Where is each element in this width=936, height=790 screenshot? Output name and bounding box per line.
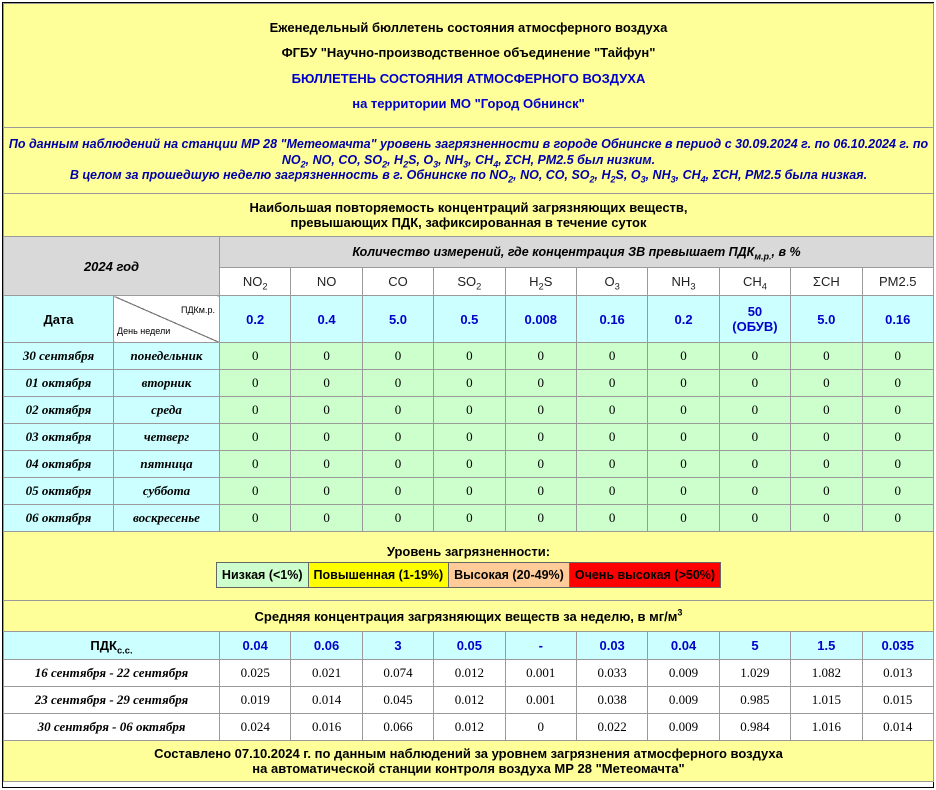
- average-value: 0.012: [434, 660, 505, 687]
- row-weekday: четверг: [114, 424, 220, 451]
- legend-item-0: Низкая (<1%): [217, 563, 309, 587]
- exceedance-value: 0: [791, 343, 862, 370]
- average-value: 0.001: [505, 660, 576, 687]
- row-weekday: среда: [114, 397, 220, 424]
- exceedance-value: 0: [648, 343, 719, 370]
- exceedance-value: 0: [362, 397, 433, 424]
- pdk-number: 5.0: [817, 311, 836, 327]
- exceedance-value: 0: [791, 397, 862, 424]
- date-column-label: Дата: [4, 296, 114, 343]
- pollutant-header-2: [362, 268, 433, 296]
- average-pdk-value: 0.06: [291, 632, 362, 660]
- pdk-value-6: [648, 296, 719, 343]
- exceedance-value: 0: [791, 424, 862, 451]
- exceedance-value: 0: [862, 424, 933, 451]
- pollutant-base: H: [529, 274, 539, 289]
- row-date: 30 сентября: [4, 343, 114, 370]
- row-date: 02 октября: [4, 397, 114, 424]
- exceedance-value: 0: [719, 397, 790, 424]
- exceedance-value: 0: [505, 505, 576, 532]
- exceedance-value: 0: [505, 478, 576, 505]
- average-value: 0.015: [862, 687, 933, 714]
- average-value: 1.016: [791, 714, 862, 741]
- bulletin-table: [3, 3, 934, 782]
- summary-paragraph-2: В целом за прошедшую неделю загрязненность в г. Обнинске по $NO_2$, NO, CO, $SO_2$, $H_2S$, $O_3$, $NH_3$, $CH_4$, ΣCH, PM2.5 была низкая.: [69, 168, 868, 185]
- row-date: 05 октября: [4, 478, 114, 505]
- table-row: [4, 660, 934, 687]
- table-row: [4, 370, 934, 397]
- row-weekday: воскресенье: [114, 505, 220, 532]
- exceedance-value: 0: [434, 343, 505, 370]
- summary-text: [4, 128, 934, 194]
- exceedance-value: 0: [862, 370, 933, 397]
- exceedance-value: 0: [862, 397, 933, 424]
- pollutant-subscript: 4: [761, 281, 767, 292]
- average-value: 0.001: [505, 687, 576, 714]
- exceedance-value: 0: [505, 397, 576, 424]
- average-value: 0.019: [220, 687, 291, 714]
- exceedance-value: 0: [291, 505, 362, 532]
- average-value: 1.015: [791, 687, 862, 714]
- average-pdk-value: -: [505, 632, 576, 660]
- pollutant-base: CH: [742, 274, 762, 289]
- exceedance-value: 0: [576, 478, 647, 505]
- row-date: 01 октября: [4, 370, 114, 397]
- exceedance-value: 0: [576, 370, 647, 397]
- exceedance-value: 0: [648, 451, 719, 478]
- pdk-label: ПДКм.р.: [180, 305, 215, 315]
- exceedance-value: 0: [719, 424, 790, 451]
- section-title-average: Средняя концентрация загрязняющих веществ за неделю, в $мг/м^3$: [4, 601, 934, 632]
- organization-name: ФГБУ "Научно-производственное объединение "Тайфун": [281, 45, 656, 60]
- table-row: [4, 687, 934, 714]
- pollutant-base: ΣCH: [812, 274, 840, 289]
- pollutant-base: NO: [316, 274, 337, 289]
- pollutant-header-3: [434, 268, 505, 296]
- pdk-number: 50: [747, 304, 763, 319]
- pdk-row: [4, 296, 934, 343]
- average-period: 23 сентября - 29 сентября: [4, 687, 220, 714]
- exceedance-value: 0: [791, 505, 862, 532]
- pdk-value-2: [362, 296, 433, 343]
- exceedance-value: 0: [576, 424, 647, 451]
- pollutant-header-0: [220, 268, 291, 296]
- average-value: 0.033: [576, 660, 647, 687]
- pdk-value-0: [220, 296, 291, 343]
- table-row: [4, 424, 934, 451]
- exceedance-value: 0: [648, 370, 719, 397]
- exceedance-value: 0: [719, 505, 790, 532]
- average-pdk-value: 1.5: [791, 632, 862, 660]
- exceedance-value: 0: [220, 424, 291, 451]
- average-value: 0.012: [434, 714, 505, 741]
- average-pdk-value: 0.04: [220, 632, 291, 660]
- pollutant-header-5: [576, 268, 647, 296]
- bulletin: [2, 2, 934, 788]
- exceedance-value: 0: [220, 505, 291, 532]
- exceedance-value: 0: [220, 397, 291, 424]
- exceedance-value: 0: [719, 451, 790, 478]
- table-row: [4, 343, 934, 370]
- exceedance-value: 0: [362, 343, 433, 370]
- footer-note: Составлено 07.10.2024 г. по данным наблюдений за уровнем загрязнения атмосферного воздуха на автоматической станции контроля воздуха МР 28 "Метеомачта": [4, 741, 934, 782]
- exceedance-value: 0: [362, 370, 433, 397]
- average-pdk-label: $ПДК_{с.с.}$: [4, 632, 220, 660]
- exceedance-value: 0: [576, 343, 647, 370]
- average-value: 0.022: [576, 714, 647, 741]
- legend-item-2: Высокая (20-49%): [449, 563, 570, 587]
- exceedance-value: 0: [362, 451, 433, 478]
- pdk-value-8: [791, 296, 862, 343]
- average-value: 0.014: [291, 687, 362, 714]
- pollutant-subscript: 3: [614, 281, 620, 292]
- average-period: 30 сентября - 06 октября: [4, 714, 220, 741]
- exceedance-value: 0: [291, 343, 362, 370]
- exceedance-value: 0: [362, 478, 433, 505]
- pollutant-list: $NO_2$, NO, CO, $SO_2$, $H_2S$, $O_3$, $NH_3$, $CH_4$, ΣCH, PM2.5: [281, 152, 574, 170]
- exceedance-value: 0: [648, 505, 719, 532]
- average-value: 0.012: [434, 687, 505, 714]
- exceedance-value: 0: [791, 451, 862, 478]
- pdk-number: 5.0: [388, 311, 408, 327]
- exceedance-value: 0: [291, 370, 362, 397]
- year-label: 2024 год: [4, 237, 220, 296]
- pdk-number: 0.16: [599, 311, 625, 327]
- average-value: 0.025: [220, 660, 291, 687]
- table-row: [4, 714, 934, 741]
- exceedance-value: 0: [862, 478, 933, 505]
- section-title-exceedance: Наибольшая повторяемость концентраций загрязняющих веществ, превышающих ПДК, зафиксированная в течение суток: [4, 194, 934, 237]
- exceedance-value: 0: [862, 343, 933, 370]
- exceedance-value: 0: [434, 397, 505, 424]
- exceedance-value: 0: [220, 370, 291, 397]
- average-value: 0.016: [291, 714, 362, 741]
- exceedance-value: 0: [291, 397, 362, 424]
- average-value: 0.013: [862, 660, 933, 687]
- pollutant-header-7: [719, 268, 790, 296]
- average-pdk-row: [4, 632, 934, 660]
- exceedance-value: 0: [291, 424, 362, 451]
- exceedance-value: 0: [719, 343, 790, 370]
- pdk-value-1: [291, 296, 362, 343]
- exceedance-value: 0: [862, 451, 933, 478]
- row-date: 03 октября: [4, 424, 114, 451]
- diagonal-header-cell: [114, 296, 220, 343]
- pdk-number: 0.2: [246, 311, 265, 327]
- legend-item-3: Очень высокая (>50%): [570, 563, 720, 587]
- daily-rows: [4, 343, 934, 532]
- pdk-number: 0.5: [460, 311, 479, 327]
- bulletin-heading: БЮЛЛЕТЕНЬ СОСТОЯНИЯ АТМОСФЕРНОГО ВОЗДУХА: [291, 70, 646, 86]
- exceedance-value: 0: [862, 505, 933, 532]
- pollution-level-legend: [4, 532, 934, 601]
- pollutant-list: $NO_2$, NO, CO, $SO_2$, $H_2S$, $O_3$, $NH_3$, $CH_4$, ΣCH, PM2.5: [489, 168, 782, 185]
- measurement-count-label: Количество измерений, где концентрация ЗВ превышает $ПДК_{м.р.}$, в %: [220, 237, 934, 268]
- average-value: 1.029: [719, 660, 790, 687]
- exceedance-value: 0: [434, 505, 505, 532]
- pdk-value-9: [862, 296, 933, 343]
- table-row: [4, 451, 934, 478]
- pdk-number: 0.008: [524, 311, 558, 327]
- exceedance-value: 0: [220, 451, 291, 478]
- pollutant-header-4: [505, 268, 576, 296]
- average-value: 1.082: [791, 660, 862, 687]
- average-pdk-value: 3: [362, 632, 433, 660]
- average-value: 0.009: [648, 660, 719, 687]
- pdk-value-4: [505, 296, 576, 343]
- exceedance-value: 0: [362, 424, 433, 451]
- pollutant-base: NH: [671, 274, 691, 289]
- exceedance-value: 0: [648, 397, 719, 424]
- average-value: 0.066: [362, 714, 433, 741]
- pollutant-tail: S: [543, 274, 553, 289]
- average-pdk-value: 0.04: [648, 632, 719, 660]
- exceedance-value: 0: [434, 478, 505, 505]
- exceedance-value: 0: [719, 370, 790, 397]
- exceedance-value: 0: [291, 451, 362, 478]
- exceedance-value: 0: [505, 451, 576, 478]
- weekday-label: День недели: [117, 326, 171, 336]
- row-weekday: понедельник: [114, 343, 220, 370]
- pdk-value-5: [576, 296, 647, 343]
- average-value: 0.038: [576, 687, 647, 714]
- average-pdk-value: 5: [719, 632, 790, 660]
- pdk-number: 0.4: [317, 311, 336, 327]
- row-date: 06 октября: [4, 505, 114, 532]
- average-value: 0.014: [862, 714, 933, 741]
- pdk-value-7: [719, 296, 790, 343]
- pollutant-header-8: [791, 268, 862, 296]
- pollutant-subscript: 2: [476, 281, 482, 292]
- pollutant-base: PM2.5: [878, 274, 917, 289]
- exceedance-value: 0: [576, 451, 647, 478]
- exceedance-value: 0: [791, 370, 862, 397]
- exceedance-value: 0: [648, 424, 719, 451]
- pollutant-base: SO: [457, 274, 477, 289]
- table-row: [4, 397, 934, 424]
- average-value: 0.009: [648, 714, 719, 741]
- exceedance-value: 0: [434, 370, 505, 397]
- pollutant-base: CO: [388, 274, 408, 289]
- average-value: 0.984: [719, 714, 790, 741]
- average-pdk-value: 0.035: [862, 632, 933, 660]
- exceedance-value: 0: [719, 478, 790, 505]
- average-period: 16 сентября - 22 сентября: [4, 660, 220, 687]
- bulletin-header: [4, 4, 934, 128]
- exceedance-value: 0: [220, 478, 291, 505]
- pdk-number: 0.16: [885, 311, 911, 327]
- row-weekday: вторник: [114, 370, 220, 397]
- average-value: 0.074: [362, 660, 433, 687]
- pollutant-subscript: 2: [538, 281, 544, 292]
- pollutant-base: NO: [242, 274, 263, 289]
- pollutant-header-9: [862, 268, 933, 296]
- exceedance-value: 0: [505, 424, 576, 451]
- average-value: 0: [505, 714, 576, 741]
- row-date: 04 октября: [4, 451, 114, 478]
- territory-name: на территории МО "Город Обнинск": [352, 96, 585, 111]
- row-weekday: суббота: [114, 478, 220, 505]
- summary-paragraph-1: По данным наблюдений на станции МР 28 "Метеомачта" уровень загрязненности в городе Обнинске в период с 30.09.2024 г. по 06.10.2024 г. по $NO_2$, NO, CO, $SO_2$, $H_2S$, $O_3$, $NH_3$, $CH_4$, ΣCH, PM2.5 был низким.: [8, 137, 929, 170]
- average-value: 0.985: [719, 687, 790, 714]
- pollutant-base: O: [604, 274, 615, 289]
- legend-items: [216, 562, 721, 588]
- average-value: 0.024: [220, 714, 291, 741]
- average-value: 0.009: [648, 687, 719, 714]
- average-value: 0.045: [362, 687, 433, 714]
- bulletin-title: Еженедельный бюллетень состояния атмосферного воздуха: [269, 19, 668, 35]
- exceedance-value: 0: [434, 424, 505, 451]
- average-pdk-value: 0.05: [434, 632, 505, 660]
- average-rows: [4, 660, 934, 741]
- legend-item-1: Повышенная (1-19%): [309, 563, 450, 587]
- table-row: [4, 478, 934, 505]
- table-row: [4, 505, 934, 532]
- pollutant-header-1: [291, 268, 362, 296]
- exceedance-value: 0: [576, 397, 647, 424]
- exceedance-value: 0: [791, 478, 862, 505]
- pollutant-header-6: [648, 268, 719, 296]
- exceedance-value: 0: [648, 478, 719, 505]
- pdk-number: 0.2: [674, 311, 693, 327]
- pdk-value-3: [434, 296, 505, 343]
- pollutant-subscript: 3: [690, 281, 696, 292]
- exceedance-value: 0: [576, 505, 647, 532]
- pollutant-subscript: 2: [262, 281, 268, 292]
- exceedance-value: 0: [291, 478, 362, 505]
- exceedance-value: 0: [505, 370, 576, 397]
- average-pdk-value: 0.03: [576, 632, 647, 660]
- exceedance-value: 0: [220, 343, 291, 370]
- legend-title: Уровень загрязненности:: [386, 544, 551, 559]
- pdk-note: (ОБУВ): [732, 319, 778, 334]
- average-value: 0.021: [291, 660, 362, 687]
- exceedance-value: 0: [362, 505, 433, 532]
- exceedance-value: 0: [434, 451, 505, 478]
- row-weekday: пятница: [114, 451, 220, 478]
- exceedance-value: 0: [505, 343, 576, 370]
